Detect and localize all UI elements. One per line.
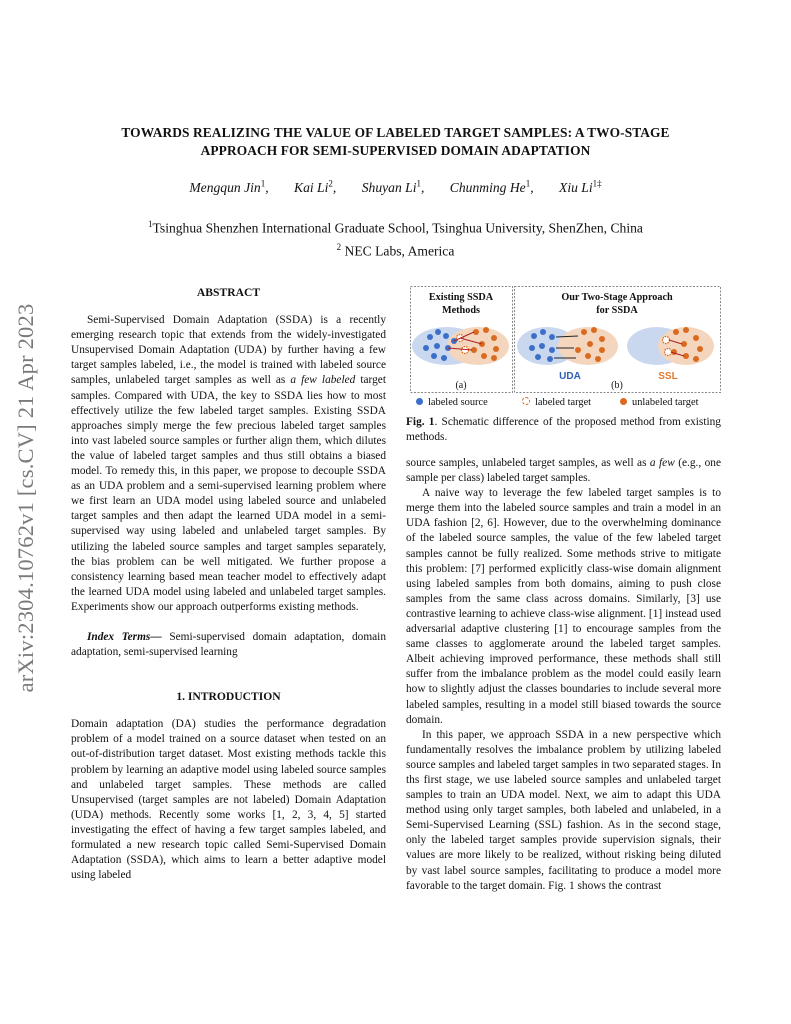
author: Xiu $Li^{1\ddagger}$ [559,178,602,195]
panel-a-title-2: Methods [442,305,480,316]
title-line-1: TOWARDS REALIZING THE VALUE OF LABELED TARGET SAMPLES: A TWO-STAGE [121,125,670,140]
index-terms: Index Terms— Semi-supervised domain adaptation, domain adaptation, semi-supervised learning [71,630,386,659]
legend-unlabeled-target: unlabeled target [620,397,698,408]
legend-labeled-target: labeled target [522,397,591,408]
abstract-heading: ABSTRACT [196,286,261,299]
panel-a-title-1: Existing SSDA [428,292,494,303]
affiliation-1: $^1$Tsinghua Shenzhen International Graduate School, Tsinghua University, ShenZhen, China [148,219,643,236]
labeled-target-dot-icon [522,397,530,405]
left-column [71,285,386,883]
right-paragraph-1: source samples, unlabeled target samples, as well as a few (e.g., one sample per class) labeled target samples. [406,457,722,485]
uda-label: UDA [559,371,581,382]
author: Chunming He$^1$, [449,178,534,195]
author: Mengqun Jin$^1$, [189,178,269,195]
author: Kai Li$^2$, [294,178,337,195]
unlabeled-target-dot-icon [620,398,627,405]
affiliation-2: $^2$ NEC Labs, America [336,241,455,259]
figure-caption: Fig. 1. Schematic difference of the proposed method from existing methods. [406,416,721,443]
figure-diagram [410,286,724,396]
intro-heading: 1. INTRODUCTION [176,690,281,704]
title-line-2: APPROACH FOR SEMI-SUPERVISED DOMAIN ADAPTATION [200,143,591,158]
labeled-source-dot-icon [416,398,423,405]
arxiv-stamp [8,268,44,728]
panel-b-title-2: for SSDA [596,305,638,316]
right-paragraph-3: In this paper, we approach SSDA in a new perspective which fundamentally resolves the imbalance problem by utilizing labeled source samples and labeled target samples in two separated stages. In ths first stage, we use labeled source samples and unlabeled target samples to train an UDA model. Next, we aim to adapt this UDA method using only target samples, both labeled and unlabeled, in a Semi-Supervised Learning (SSL) fashion. As in the second stage, only the labeled target samples provide supervision signals, their values are more likely to be realized, without risking being diluted by vast label source samples, facilitating to produce a model more favorable to the target domain. Fig. 1 shows the contrast [406,728,721,892]
author: Shuyan Li$^1$, [361,178,425,195]
figure-1 [410,286,720,410]
panel-b-title-1: Our Two-Stage Approach [561,292,673,303]
legend-labeled-source: labeled source [416,397,488,408]
intro-paragraph: Domain adaptation (DA) studies the performance degradation problem of a model trained on a source dataset when tested on an out-of-distribution target dataset. Most existing methods tackle this problem by learning an adaptive model using labeled source samples and unlabeled target samples. These methods are called Unsupervised (target samples are not labeled) Domain Adaptation (UDA) methods. Recently some works [1, 2, 3, 4, 5] started investigating the effect of having a few target samples labeled, and formulated a new research topic called Semi-Supervised Domain Adaptation (SSDA), which aims to learn a better adaptive model using labeled [71,718,386,882]
paper-title [60,124,731,160]
ssl-label: SSL [658,371,678,382]
author-list [60,178,731,196]
panel-b-label: (b) [611,380,623,391]
abstract-text: Semi-Supervised Domain Adaptation (SSDA) is a recently emerging research topic that extends from the widely-investigated Unsupervised Domain Adaptation (UDA) by further having a few target samples labeled, i.e., the model is trained with labeled source samples, unlabeled target samples as well as a few labeled target samples. Compared with UDA, the key to SSDA lies how to most effectively utilize the few labeled target samples. Existing SSDA approaches simply merge the few precious labeled target samples into vast labeled source samples or further align them, which dilutes the value of labeled target samples and thus still obtains a biased model. To remedy this, in this paper, we propose to decouple SSDA as an UDA problem and a semi-supervised learning problem where we first learn an UDA model using labeled source and unlabeled target samples and then adapt the learned UDA model in a semi-supervised way using labeled and unlabeled target samples. By utilizing the labeled source samples and target samples separately, the bias problem can be well mitigated. We further propose a consistency learning based mean teacher model to effectively adapt the learned UDA model using labeled and unlabeled target samples. Experiments show our approach outperforms existing methods. [71,314,386,613]
right-paragraph-2: A naive way to leverage the few labeled target samples is to merge them into the labeled source samples and train a model in an UDA fashion [2, 6]. However, due to the overwhelming dominance of the labeled source samples, the value of the few labeled target samples cannot be fully realized. Some methods strive to mitigate this problem: [7] performed explicitly class-wise domain alignment using labeled samples from both domains, aiming to push close samples from the same class across domains. Similarly, [3] use contrastive learning to achieve class-wise alignment. [1] instead used adversarial adaptive clustering [1] to encourage samples from the same classes to agglomerate around the labeled target samples. Albeit achieving improved performance, these methods shall still suffer from the imbalance problem as the model could easily learn how to slightly adjust the classes boundaries to include several more labeled samples, resulting in a model still biased towards the source domain. [406,487,721,726]
arxiv-stamp-text: arXiv:2304.10762v1 [cs.CV] 21 Apr 2023 [13,303,38,693]
right-column [406,415,721,894]
panel-a-label: (a) [455,380,467,391]
affiliations [60,215,731,260]
